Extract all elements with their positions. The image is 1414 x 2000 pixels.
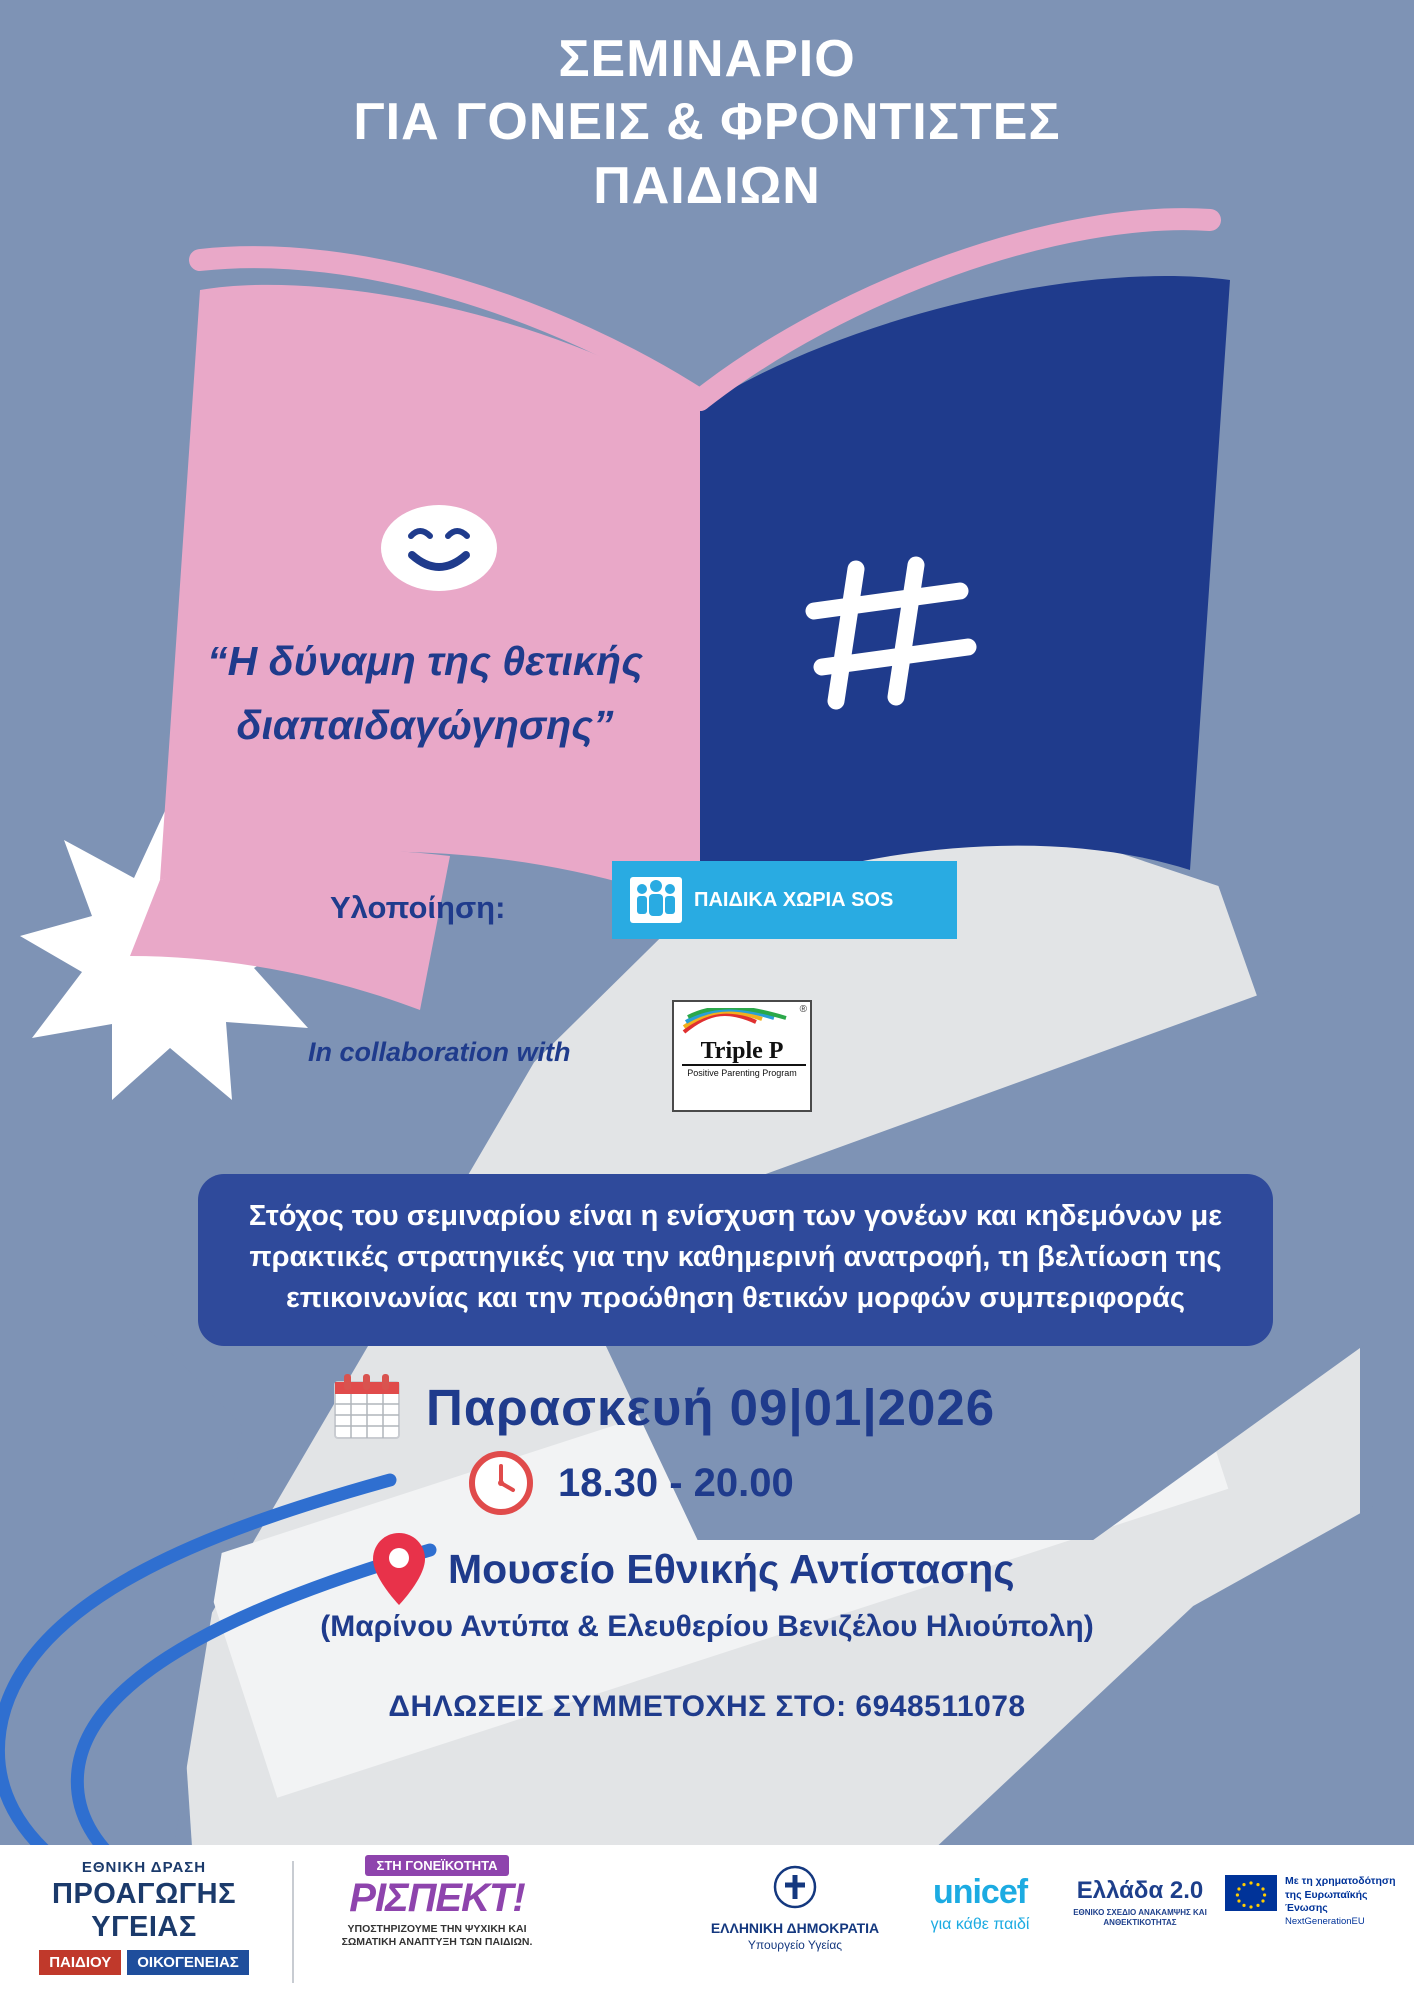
nha-line-2: ΠΡΟΑΓΩΓΗΣ ΥΓΕΙΑΣ [52,1878,236,1943]
ministry-subtitle: Υπουργείο Υγείας [747,1938,843,1952]
collaboration-label: In collaboration with [308,1037,571,1067]
venue-address: (Μαρίνου Αντύπα & Ελευθερίου Βενιζέλου Ηλιούπολη) [320,1610,1094,1643]
triple-p-logo [672,1000,812,1112]
unicef-logo [880,1873,1080,1934]
greece-2-0-wordmark: Ελλάδα 2.0 [1076,1877,1204,1904]
footer-logo-bar [0,1845,1414,2000]
greece-2-0-subtitle: ΕΘΝΙΚΟ ΣΧΕΔΙΟ ΑΝΑΚΑΜΨΗΣ ΚΑΙ ΑΝΘΕΚΤΙΚΟΤΗΤΑΣ [1073,1908,1207,1928]
unicef-wordmark: unicef [932,1873,1028,1911]
eu-funding-line-2: της Ευρωπαϊκής Ένωσης [1285,1888,1368,1915]
seminar-time: 18.30 - 20.00 [558,1460,794,1505]
venue-name: Μουσείο Εθνικής Αντίστασης [448,1545,1015,1592]
seminar-quote: “Η δύναμη της θετικής διαπαιδαγώγησης” [207,638,643,748]
hashtag-icon [800,555,980,715]
national-health-action-logo [10,1859,278,1975]
eu-funding-logo [1225,1875,1405,1928]
eu-funding-line-3: NextGenerationEU [1285,1915,1365,1927]
venue-row [370,1530,1015,1608]
rispekt-subtitle: ΥΠΟΣΤΗΡΙΖΟΥΜΕ ΤΗΝ ΨΥΧΙΚΗ ΚΑΙ ΣΩΜΑΤΙΚΗ ΑΝΑΠΤΥΞΗ ΤΩΝ ΠΑΙΔΙΩΝ. [341,1923,533,1949]
ministry-of-health-logo [690,1865,900,1952]
poster-title [0,28,1414,218]
hellenic-republic-emblem-icon [773,1865,817,1909]
time-row [468,1450,794,1516]
footer-divider [292,1861,294,1983]
sos-family-icon [630,877,682,923]
nha-tag-family: ΟΙΚΟΓΕΝΕΙΑΣ [127,1950,249,1975]
rsvp-phone-line: ΔΗΛΩΣΕΙΣ ΣΥΜΜΕΤΟΧΗΣ ΣΤΟ: 6948511078 [388,1690,1026,1723]
greece-2-0-logo [1060,1877,1220,1929]
rispekt-chip: ΣΤΗ ΓΟΝΕΪΚΟΤΗΤΑ [365,1855,510,1876]
title-line-2: ΓΙΑ ΓΟΝΕΙΣ & ΦΡΟΝΤΙΣΤΕΣ [353,93,1061,152]
eu-flag-icon [1225,1875,1277,1911]
smiley-face-icon [378,503,500,593]
sos-childrens-villages-logo [612,861,957,939]
clock-icon [468,1450,534,1516]
rispekt-name: ΡΙΣΠΕΚΤ! [349,1876,525,1920]
seminar-date: Παρασκευή 09|01|2026 [426,1378,996,1436]
sos-logo-text: ΠΑΙΔΙΚΑ ΧΩΡΙΑ SOS [694,888,894,911]
location-pin-icon [370,1530,428,1608]
title-line-1: ΣΕΜΙΝΑΡΙΟ [558,30,856,88]
eu-funding-line-1: Με τη χρηματοδότηση [1285,1875,1396,1887]
rispekt-logo [322,1855,552,1949]
date-row [330,1370,995,1444]
eu-funding-text [1285,1875,1405,1928]
ministry-name: ΕΛΛΗΝΙΚΗ ΔΗΜΟΚΡΑΤΙΑ [710,1920,880,1936]
triple-p-name: Triple P [700,1038,784,1064]
triple-p-subtitle: Positive Parenting Program [687,1068,797,1078]
triple-p-registered-mark: ® [799,1004,807,1015]
nha-tag-child: ΠΑΙΔΙΟΥ [39,1950,121,1975]
title-line-3: ΠΑΙΔΙΩΝ [593,156,821,215]
seminar-goal-box: Στόχος του σεμιναρίου είναι η ενίσχυση των γονέων και κηδεμόνων με πρακτικές στρατηγικές για την καθημερινή ανατροφή, τη βελτίωση της επικοινωνίας και την προώθηση θετικών μορφών συμπεριφοράς [198,1174,1273,1346]
unicef-tagline: για κάθε παιδί [930,1916,1030,1933]
implementation-label: Υλοποίηση: [330,890,506,925]
calendar-icon [330,1370,404,1444]
triple-p-stripes-icon [682,1008,806,1036]
nha-line-1: ΕΘΝΙΚΗ ΔΡΑΣΗ [81,1859,207,1876]
